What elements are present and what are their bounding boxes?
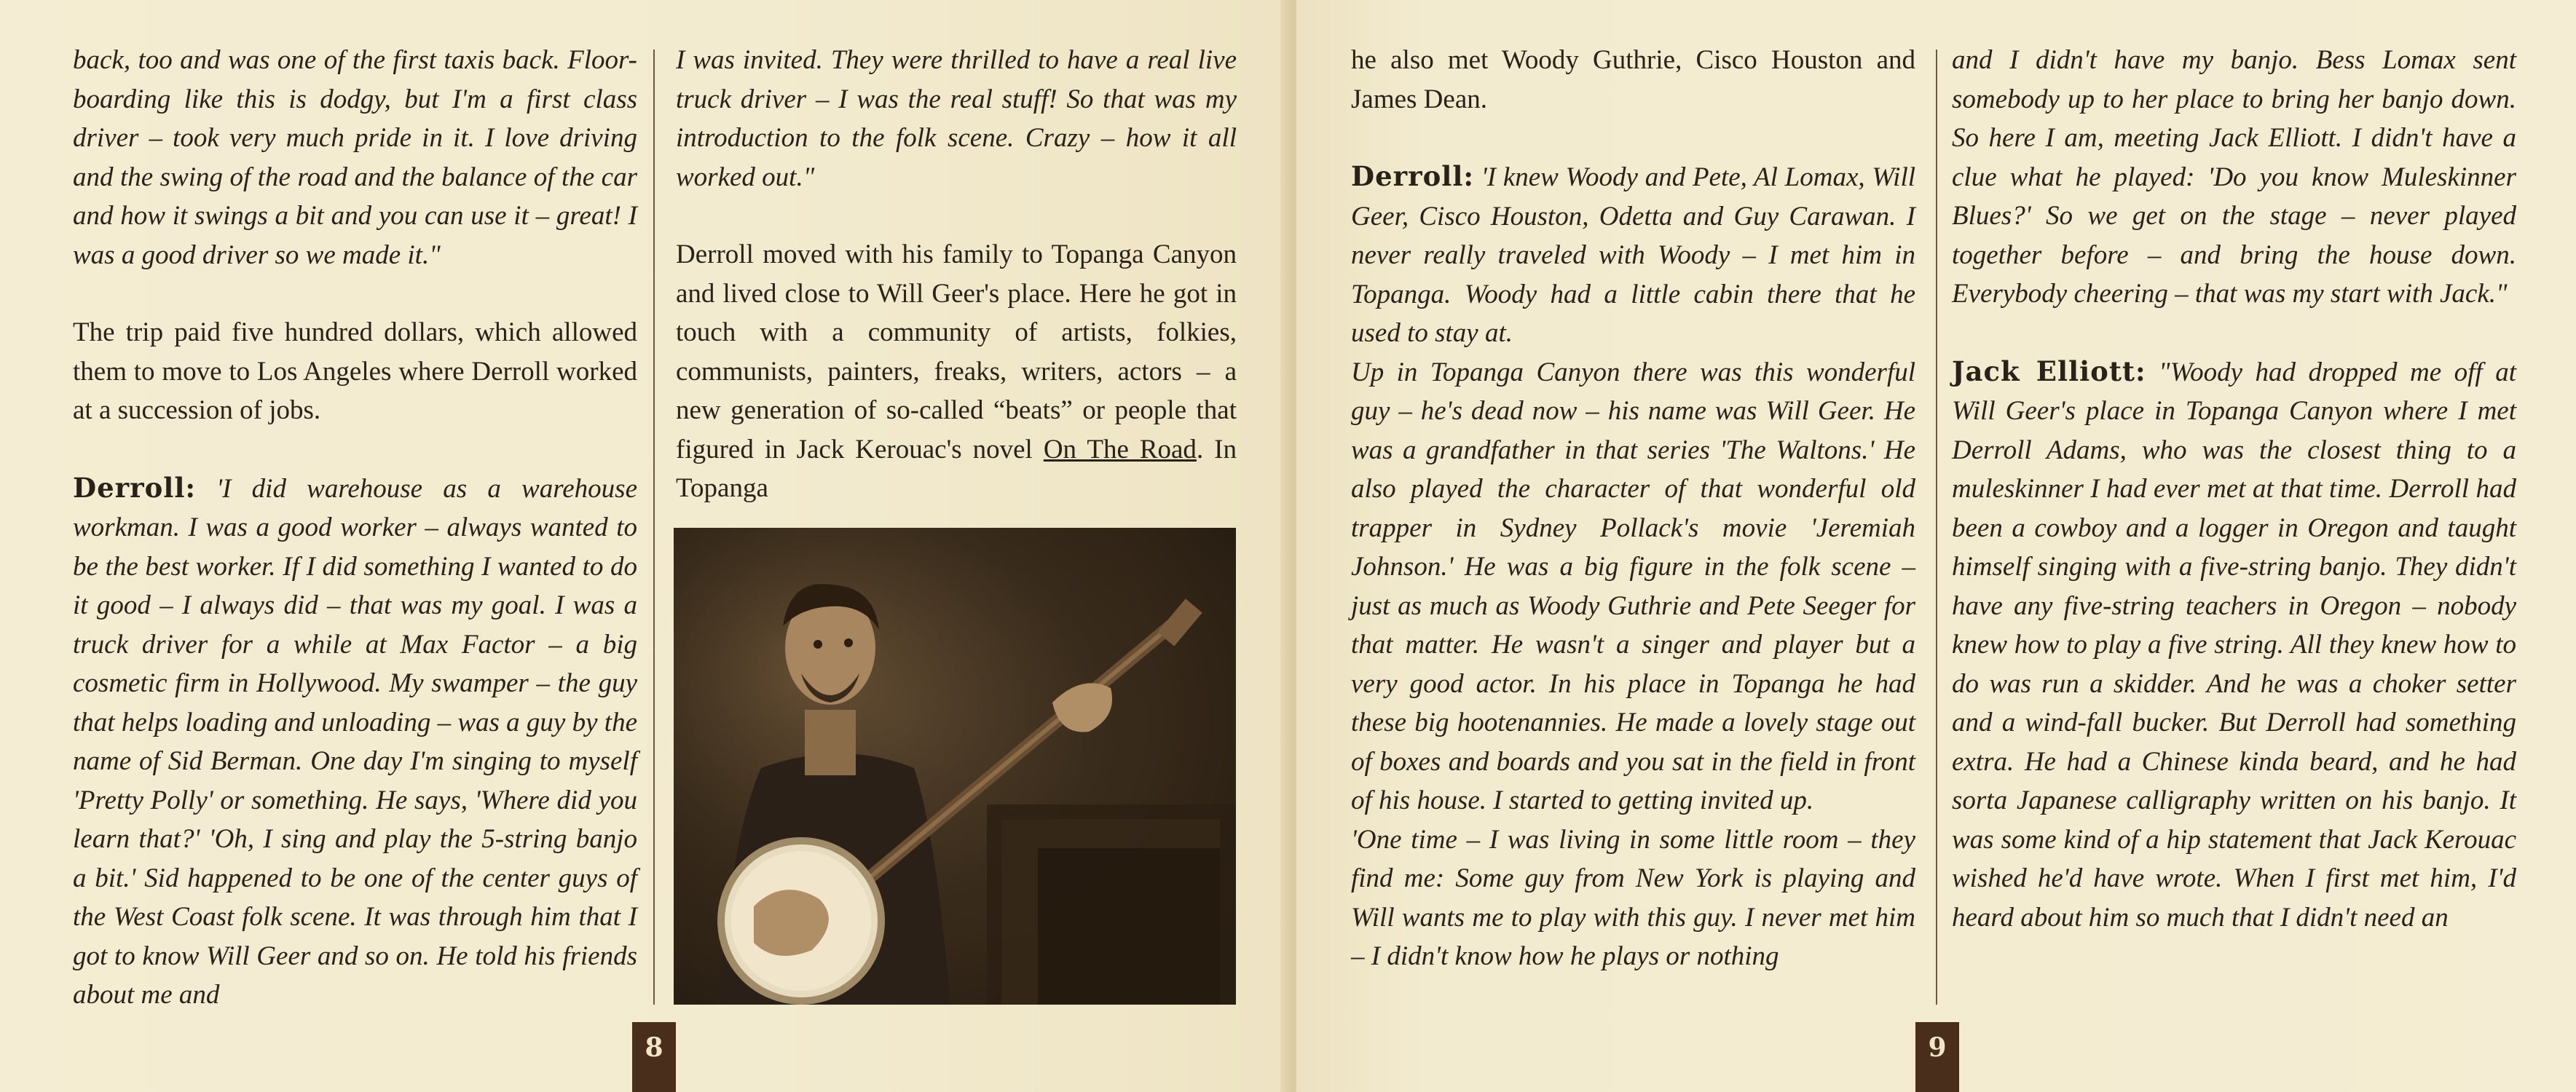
book-title: On The Road [1043, 434, 1197, 464]
photo-illustration [674, 528, 1236, 1005]
speaker-derroll: Derroll: [1351, 160, 1475, 192]
left-page-column-1 [73, 41, 637, 1015]
derroll-quote [73, 469, 637, 1015]
right-page-column-1 [1351, 41, 1915, 976]
quote-text: "Woody had dropped me off at Will Geer's place in Topanga Canyon where I met Derroll Adams, who was the closest thing to a muleskinner I had ever met at that time. Derroll had been a cowboy and a logger in Oregon and taught himself singing with a five-string banjo. They didn't have any five-string teachers in Oregon – nobody knew how to play a five string. All they knew how to do was run a skidder. And he was a choker setter and a wind-fall bucker. But Derroll had something extra. He had a Chinese kinda beard, and he had sorta Japanese calligraphy written on his banjo. It was some kind of a hip statement that Jack Kerouac wished he'd have wrote. When I first met him, I'd heard about him so much that I didn't need an [1952, 357, 2516, 933]
quote-paragraph: Up in Topanga Canyon there was this wonderful guy – he's dead now – his name was Will Geer. He was a grandfather in that series 'The Waltons.' He also played the character of that wonderful old trapper in Sydney Pollack's movie 'Jeremiah Johnson.' He was a big figure in the folk scene – just as much as Woody Guthrie and Pete Seeger for that matter. He wasn't a singer and player but a very good actor. In his place in Topanga he had these big hootenannies. He made a lovely stage out of boxes and boards and you sat in the field in front of his house. I started to getting invited up. [1351, 357, 1915, 815]
right-page-column-2 [1952, 41, 2516, 937]
quote-continuation: and I didn't have my banjo. Bess Lomax sent somebody up to her place to bring her banjo down. So here I am, meeting Jack Elliott. I didn't have a clue what he played: 'Do you know Muleskinner Blues?' So we get on the stage – never played together before – and bring the house down. Everybody cheering – that was my start with Jack." [1952, 45, 2516, 309]
quote-continuation: I was invited. They were thrilled to have a real live truck driver – I was the real stuff! So that was my introduction to the folk scene. Crazy – how it all worked out." [676, 45, 1237, 192]
speaker-jack-elliott: Jack Elliott: [1952, 355, 2146, 387]
speaker-derroll: Derroll: [73, 471, 197, 504]
page-number-9: 9 [1915, 1022, 1959, 1092]
left-page-column-2 [676, 41, 1237, 508]
quote-text: 'I did warehouse as a warehouse workman. I was a good worker – always wanted to be the best worker. If I did something I wanted to do it good – I always did – that was my goal. I was a truck driver for a while at Max Factor – a big cosmetic firm in Hollywood. My swamper – the guy that helps loading and unloading – was a guy by the name of Sid Berman. One day I'm singing to myself 'Pretty Polly' or something. He says, 'Where did you learn that?' 'Oh, I sing and play the 5-string banjo a bit.' Sid happened to be one of the center guys of the West Coast folk scene. It was through him that I got to know Will Geer and so on. He told his friends about me and [73, 473, 637, 1010]
narrative-paragraph: The trip paid five hundred dollars, which allowed them to move to Los Angeles where Derroll worked at a succession of jobs. [73, 317, 637, 425]
quote-continuation: back, too and was one of the first taxis back. Floor-boarding like this is dodgy, but I'm a first class driver – took very much pride in it. I love driving and the swing of the road and the balance of the car and how it swings a bit and you can use it – great! I was a good driver so we made it." [73, 45, 637, 270]
narrative-paragraph: Derroll moved with his family to Topanga Canyon and lived close to Will Geer's place. Here he got in touch with a community of artists, folkies, communists, painters, freaks, writers, actors – a new generation of so-called “beats” or people that figured in Jack Kerouac's novel On The Road. In Topanga [676, 240, 1237, 503]
column-divider [653, 50, 655, 1005]
column-divider [1936, 50, 1937, 1005]
narrative-paragraph: he also met Woody Guthrie, Cisco Houston and James Dean. [1351, 45, 1915, 114]
banjo-player-photo [674, 528, 1236, 1005]
derroll-quote [1351, 157, 1915, 353]
quote-paragraph: 'One time – I was living in some little room – they find me: Some guy from New York is playing and Will wants me to play with this guy. I never met him – I didn't know how he plays or nothing [1351, 824, 1915, 971]
page-number-8: 8 [632, 1022, 676, 1092]
quote-text: 'I knew Woody and Pete, Al Lomax, Will Geer, Cisco Houston, Odetta and Guy Carawan. I never really traveled with Woody – I met him in Topanga. Woody had a little cabin there that he used to stay at. [1351, 162, 1916, 348]
jack-elliott-quote [1952, 352, 2516, 938]
